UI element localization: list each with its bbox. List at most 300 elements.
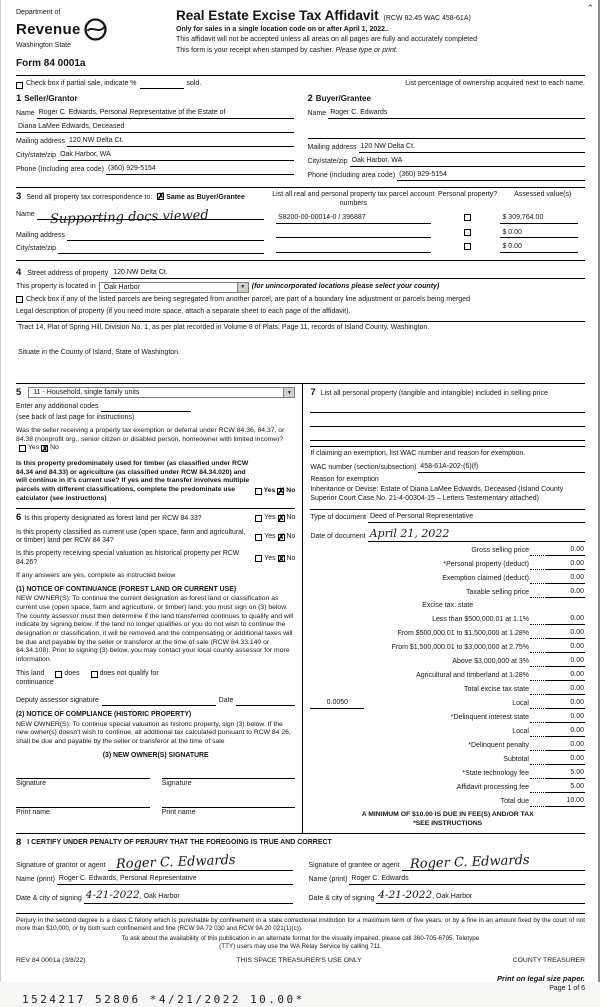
grantor-sig-row xyxy=(16,852,293,872)
buyer-heading xyxy=(308,93,586,105)
dot-leader xyxy=(530,785,544,793)
assessed-value-input[interactable]: $ 309,764.00 xyxy=(500,214,578,224)
same-as-buyer-checkbox[interactable] xyxy=(157,193,164,200)
new-owner-print2 xyxy=(162,799,296,818)
tax-line xyxy=(310,613,585,625)
yes-label: Yes xyxy=(263,486,276,494)
tax-line-value[interactable]: 0.00 xyxy=(545,671,585,681)
tax-line-value[interactable]: 0.00 xyxy=(545,657,585,667)
parcel-col-header: List all real and personal property tax parcel account numbers xyxy=(272,190,435,207)
new-owner-signature-input[interactable] xyxy=(162,770,296,779)
deputy-date-input[interactable] xyxy=(236,697,295,706)
send-to-label: Send all property tax correspondence to: xyxy=(26,193,153,201)
grantor-name-row xyxy=(16,875,293,885)
buyer-phone-row xyxy=(308,171,586,181)
street-address-row xyxy=(16,267,585,279)
page-number: Page 1 of 6 xyxy=(549,985,585,993)
correspondence-column xyxy=(16,191,272,254)
use-and-tax-section xyxy=(16,383,585,833)
legal-paper-note: Print on legal size paper. xyxy=(497,973,585,983)
does-checkbox[interactable] xyxy=(55,671,62,678)
agency-state-line: Washington State xyxy=(16,41,71,49)
dot-leader xyxy=(530,548,544,556)
yes-label: Yes xyxy=(28,444,40,452)
currentuse-yesno xyxy=(255,533,295,542)
signature-label: Signature xyxy=(16,780,46,788)
if-yes-note: If any answers are yes, complete as instructed below xyxy=(16,571,176,579)
personal-property-checkbox[interactable] xyxy=(464,214,471,221)
grantee-city-text: , Oak Harbor xyxy=(432,893,473,901)
tax-line-value[interactable]: 0.00 xyxy=(545,574,585,584)
tax-line-value[interactable]: 0.00 xyxy=(545,699,585,709)
buyer-city-label: City/state/zip xyxy=(307,157,348,165)
grantee-date-text: 4-21-2022 xyxy=(378,889,433,902)
deputy-row xyxy=(16,697,295,706)
personal-property-line-input[interactable] xyxy=(310,431,585,441)
dot-leader xyxy=(530,701,544,709)
location-select[interactable] xyxy=(99,282,249,293)
perjury-notice: Perjury in the second degree is a class C felony which is punishable by confinement in a state correctional institution for a maximum term of five years, or by a fine in an amount fixed by the court of not more than $10,000, or by both such confinement and fine (RCW 9A 72 030 and RCW 9A 20 021(1)(c)). xyxy=(16,916,585,932)
yes-label: Yes xyxy=(264,532,276,540)
segregated-row xyxy=(16,296,585,305)
dot-leader xyxy=(530,743,544,751)
print-name-label: Print name xyxy=(16,809,50,817)
partial-sold-label: sold. xyxy=(186,79,202,87)
tax-line-label: Subtotal xyxy=(503,755,529,763)
signature-label: Signature xyxy=(161,780,192,788)
assessed-value-input[interactable]: $ 0.00 xyxy=(500,229,578,239)
ownership-note: List percentage of ownership acquired next to each name. xyxy=(405,79,585,87)
no-label: No xyxy=(286,514,296,521)
new-owner-printname-input[interactable] xyxy=(162,799,296,808)
tax-line-value[interactable]: 0.00 xyxy=(545,643,585,653)
continuance-heading: (1) NOTICE OF CONTINUANCE (FOREST LAND OR CURRENT USE) xyxy=(16,585,237,593)
new-owner-signatures xyxy=(16,770,295,789)
grantor-date-input[interactable] xyxy=(84,889,293,903)
corr-city-row xyxy=(16,245,264,254)
reason-text: Inheritance or Devise: Estate of Diana LaMee Edwards, Deceased (Island County Superior Court Case No. 21-4-00304-15 – Letters Testementary attached) xyxy=(310,485,564,502)
seller-name-input2[interactable]: Diana LaMee Edwards, Deceased xyxy=(16,123,294,133)
buyer-mail-row xyxy=(308,143,586,153)
seller-name-row2 xyxy=(16,123,294,133)
forest-yes-checkbox[interactable] xyxy=(255,515,262,522)
grantor-signature-block xyxy=(16,852,293,903)
legal-description-label-row xyxy=(16,308,585,317)
parcel-number-input[interactable]: S8200-00-00014-0 / 396887 xyxy=(276,214,431,224)
historic-question-row xyxy=(16,550,295,568)
tax-line xyxy=(310,544,585,556)
wac-input[interactable]: 458-61A-202-(6)(f) xyxy=(418,463,585,473)
subtitle-line1: Only for sales in a single location code on or after April 1, 2022.. xyxy=(176,25,389,33)
new-owner-heading: (3) NEW OWNER(S) SIGNATURE xyxy=(102,751,209,759)
continuance-paragraph: NEW OWNER(S): To continue the current designation as forest land or classification as current use (open space, farm and agriculture, or timber) land, you must sign on (3) below. The county assessor must then determine if the land transferred continues to qualify and will indicate by signing below. If the land no longer qualifies or you do not wish to continue the designation or classification, it will be removed and the compensating or additional taxes will be due and payable by the seller or transferor at the time of sale (RCW 84.33.140 or 84.34.108). Prior to signing (3) below, you may contact your local county assessor for more information. xyxy=(16,595,294,664)
buyer-phone-label: Phone (including area code) xyxy=(307,171,396,179)
seller-city-row xyxy=(16,151,294,161)
doc-type-input[interactable]: Deed of Personal Representative xyxy=(368,513,585,523)
timber-no-checkbox[interactable] xyxy=(277,488,284,495)
tax-line xyxy=(310,627,585,639)
does-not-label: does not qualify for xyxy=(99,669,159,677)
tax-line-value[interactable]: 0.00 xyxy=(545,741,585,751)
see-instructions-note: *SEE INSTRUCTIONS xyxy=(413,820,483,828)
does-not-checkbox[interactable] xyxy=(91,671,98,678)
tax-line-label: Less than $500,000.01 at 1.1% xyxy=(432,615,529,623)
segregated-checkbox[interactable] xyxy=(16,296,23,303)
certify-heading xyxy=(16,837,585,849)
property-location-section xyxy=(16,260,585,383)
seller-phone-label: Phone (Including area code) xyxy=(16,165,104,173)
seller-title: Seller/Grantor xyxy=(24,93,78,103)
buyer-mail-input[interactable]: 120 NW Delta Ct. xyxy=(359,143,585,153)
tax-line-value[interactable]: 0.00 xyxy=(545,560,585,570)
certify-text: I CERTIFY UNDER PENALTY OF PERJURY THAT THE FOREGOING IS TRUE AND CORRECT xyxy=(27,838,332,846)
legal-description-box[interactable] xyxy=(16,321,585,383)
dot-leader xyxy=(530,799,544,807)
historic-yesno xyxy=(255,555,295,564)
partial-sale-row xyxy=(16,80,585,89)
seller-phone-input[interactable]: (360) 929-5154 xyxy=(106,165,294,175)
signature-columns xyxy=(16,852,585,903)
seller-city-input[interactable]: Oak Harbor, WA xyxy=(58,151,293,161)
compliance-heading: (2) NOTICE OF COMPLIANCE (HISTORIC PROPERTY) xyxy=(16,710,192,718)
seller-column xyxy=(16,93,294,181)
tax-line-label: Gross selling price xyxy=(471,546,529,554)
land-use-code-value: 11 - Household, single family units xyxy=(33,389,140,397)
excise-tax-table xyxy=(310,544,585,807)
historic-no-checkbox[interactable] xyxy=(278,555,285,562)
land-use-code-select[interactable] xyxy=(28,387,295,398)
form-number: Form 84 0001a xyxy=(16,57,86,69)
corr-mail-label: Mailing address xyxy=(16,231,66,239)
currentuse-question-row xyxy=(16,529,295,547)
seller-name-row xyxy=(16,109,294,119)
location-select-value: Oak Harbor xyxy=(103,283,140,291)
grantee-signature-block xyxy=(309,852,586,903)
grantee-name-input[interactable]: Roger C. Edwards xyxy=(349,875,585,885)
tax-line-value[interactable]: 0.00 xyxy=(545,727,585,737)
buyer-column xyxy=(308,93,586,181)
does-label: does xyxy=(64,669,80,677)
accessibility-notice xyxy=(16,935,585,951)
local-rate-input[interactable]: 0.0050 xyxy=(310,699,364,709)
seller-name-label: Name xyxy=(16,109,35,117)
dot-leader xyxy=(530,576,544,584)
tax-line xyxy=(310,711,585,723)
tax-line-local xyxy=(310,697,585,709)
personal-property-checkbox[interactable] xyxy=(464,243,471,250)
dot-leader xyxy=(530,631,544,639)
wac-label: WAC number (section/subsection) xyxy=(310,464,417,471)
parcel-row xyxy=(272,243,585,253)
subtitle-line3-text: This form is your receipt when stamped by cashier. xyxy=(176,46,336,54)
buyer-phone-input[interactable]: (360) 929-5154 xyxy=(397,171,585,181)
new-owner-signature-input[interactable] xyxy=(16,770,150,779)
tax-line-label: Exemption claimed (deduct) xyxy=(442,574,529,582)
tax-line xyxy=(310,781,585,793)
accessibility-line2: (TTY) users may use the WA Relay Service by calling 711. xyxy=(219,942,382,950)
grantor-date-label: Date & city of signing xyxy=(16,894,82,902)
section-number: 3 xyxy=(16,190,22,202)
corr-city-label: City/state/zip xyxy=(16,244,57,252)
buyer-city-input[interactable]: Oak Harbor, WA xyxy=(350,157,585,167)
section-number: 6 xyxy=(16,512,22,524)
seller-heading xyxy=(16,93,294,105)
seller-phone-row xyxy=(16,165,294,175)
date-label: Date xyxy=(218,696,234,704)
section-number: 1 xyxy=(16,92,22,104)
tax-line-value[interactable]: 0.00 xyxy=(545,755,585,765)
personal-property-col-header: Personal property? xyxy=(438,190,498,198)
dot-leader xyxy=(530,771,544,779)
continuance-label: continuance xyxy=(16,678,54,686)
buyer-name-input2[interactable] xyxy=(308,130,586,139)
buyer-city-row xyxy=(308,157,586,167)
title-block xyxy=(176,5,585,71)
tax-line-value[interactable]: 0.00 xyxy=(545,685,585,695)
parcel-row xyxy=(272,229,585,239)
street-address-input[interactable]: 120 NW Delta Ct. xyxy=(111,269,585,279)
tax-line-value[interactable]: 0.00 xyxy=(545,713,585,723)
compliance-paragraph: NEW OWNER(S): To continue special valuation as historic property, sign (3) below. If the new owner(s) doesn't wish to continue, all additional tax calculated pursuant to RCW 84 26, shall be due and payable by the seller or transferor at the time of sale xyxy=(16,720,291,745)
exemption-intro: If claiming an exemption, list WAC number and reason for exemption. xyxy=(310,450,526,458)
tax-line xyxy=(310,753,585,765)
parcel-number-input[interactable] xyxy=(276,244,431,253)
forest-yesno xyxy=(255,514,295,523)
deputy-signature-input[interactable] xyxy=(102,697,216,706)
forest-no-checkbox[interactable] xyxy=(278,515,285,522)
personal-property-line-input[interactable] xyxy=(310,417,585,427)
deferral-question xyxy=(16,427,295,456)
tax-line-label: Affidavit processing fee xyxy=(456,783,529,791)
tax-line-label: *State technology fee xyxy=(462,769,529,777)
historic-yes-checkbox[interactable] xyxy=(255,555,262,562)
corr-city-input[interactable] xyxy=(58,245,264,254)
tax-line-value[interactable]: 0.00 xyxy=(545,615,585,625)
currentuse-no-checkbox[interactable] xyxy=(278,534,285,541)
chevron-down-icon[interactable]: ▼ xyxy=(237,283,248,292)
dot-leader xyxy=(530,590,544,598)
buyer-name-label: Name xyxy=(307,109,327,117)
dot-leader xyxy=(530,617,544,625)
accessibility-line1: To ask about the availability of this publication in an alternate format for the visually impaired, please call 360-705-6705. Teletype xyxy=(121,934,480,942)
no-label: No xyxy=(286,532,296,540)
new-owner-printnames xyxy=(16,799,295,818)
doc-type-label: Type of document xyxy=(310,513,366,521)
forest-question xyxy=(16,512,252,524)
legal-description-text: Tract 14, Plat of Spring Hill, Division No. 1, as per plat recorded in Volume 8 of Plats, Page 11, records of Island County, Washington. xyxy=(18,323,430,331)
forest-question-row xyxy=(16,512,295,524)
tax-line-label: Agricultural and timberland at 1.28% xyxy=(416,671,529,679)
timber-yes-checkbox[interactable] xyxy=(255,488,262,495)
deferral-no-checkbox[interactable] xyxy=(41,445,48,452)
section-number: 5 xyxy=(16,386,22,398)
dot-leader xyxy=(530,562,544,570)
section-number: 8 xyxy=(16,837,22,849)
tax-line-label: *Delinquent penalty xyxy=(468,741,529,749)
personal-property-checkbox[interactable] xyxy=(464,229,471,236)
personal-property-heading xyxy=(310,387,585,399)
deferral-yesno xyxy=(19,444,59,453)
grantee-sig-row xyxy=(308,852,586,872)
section-number: 7 xyxy=(310,386,316,398)
seller-city-label: City/state/zip xyxy=(16,151,57,159)
legal-description-label: Legal description of property (if you need more space, attach a separate sheet to each page of the affidavit). xyxy=(16,307,351,315)
subtitle-line2: This affidavit will not be accepted unless all areas on all pages are fully and accurately completed xyxy=(176,36,478,44)
tax-line-label: Above $3,000,000 at 3% xyxy=(452,657,529,665)
tax-line xyxy=(310,572,585,584)
form-header xyxy=(16,5,585,76)
dot-leader xyxy=(530,673,544,681)
this-land-label: This land xyxy=(16,669,45,677)
grantor-sig-label: Signature of grantor or agent xyxy=(16,862,106,870)
document-block xyxy=(310,509,585,542)
send-to-row xyxy=(16,191,264,203)
tax-line xyxy=(310,655,585,667)
grantee-signature-input[interactable] xyxy=(402,852,585,872)
no-label: No xyxy=(286,486,296,494)
grantee-name-row xyxy=(309,875,586,885)
forest-question-text: Is this property designated as forest land per RCW 84 33? xyxy=(24,515,202,523)
new-owner-sig1 xyxy=(16,770,150,789)
tax-line xyxy=(310,558,585,570)
personal-property-intro: List all personal property (tangible and intangible) included in selling price xyxy=(320,389,548,397)
new-owner-print1 xyxy=(16,799,150,818)
certification-section xyxy=(16,833,585,908)
tax-line xyxy=(310,739,585,751)
parties-section xyxy=(16,93,585,187)
scroll-up-icon[interactable]: ⌃ xyxy=(586,3,594,13)
form-title: Real Estate Excise Tax Affidavit xyxy=(176,8,379,23)
see-back-note: (see back of last page for instructions) xyxy=(16,414,135,422)
same-as-buyer-label: Same as Buyer/Grantee xyxy=(166,193,245,201)
grantee-name-label: Name (print) xyxy=(308,876,348,884)
grantee-sig-label: Signature of grantee or agent xyxy=(308,862,400,870)
parcel-table-header xyxy=(272,191,585,209)
additional-codes-input[interactable] xyxy=(101,403,191,412)
tax-correspondence-section xyxy=(16,187,585,260)
chevron-down-icon[interactable]: ▼ xyxy=(283,388,294,397)
land-use-row xyxy=(16,387,295,399)
new-owner-sig2 xyxy=(162,770,296,789)
partial-sale-checkbox[interactable] xyxy=(16,82,23,89)
tax-line-value[interactable]: 0.00 xyxy=(545,546,585,556)
form-title-rcw: (RCW 82.45 WAC 458-61A) xyxy=(383,15,471,22)
corr-name-label: Name xyxy=(16,210,35,218)
section-number: 2 xyxy=(307,92,313,104)
assessed-value-input[interactable]: $ 0.00 xyxy=(500,243,578,253)
tax-line-label: Taxable selling price xyxy=(465,588,529,596)
buyer-mail-label: Mailing address xyxy=(307,143,357,151)
dot-leader xyxy=(530,645,544,653)
section-number: 4 xyxy=(16,266,22,278)
form-footer xyxy=(16,913,585,1006)
minimum-due-note: A MINIMUM OF $10.00 IS DUE IN FEE(S) AND/OR TAX xyxy=(361,810,534,818)
tax-line-label: Local xyxy=(512,699,529,707)
currentuse-yes-checkbox[interactable] xyxy=(255,534,262,541)
seller-name-input[interactable]: Roger C. Edwards, Personal Representative of the Estate of xyxy=(37,109,294,119)
parcel-number-input[interactable] xyxy=(276,229,431,238)
footer-row xyxy=(16,957,585,966)
grantee-date-label: Date & city of signing xyxy=(308,894,375,902)
does-option xyxy=(55,670,79,679)
partial-sale-label: Check box if partial sale, indicate % xyxy=(26,79,137,87)
agency-wordmark: Revenue xyxy=(16,20,81,38)
timber-yesno xyxy=(255,487,296,496)
deferral-yes-checkbox[interactable] xyxy=(19,445,26,452)
currentuse-question-text: Is this property classified as current use (open space, farm and agricultural, or timber) land per RCW 84 34? xyxy=(16,528,246,545)
doc-date-row xyxy=(310,527,585,542)
seller-mail-input[interactable]: 120 NW Delta Ct. xyxy=(67,137,293,147)
grantor-signature-input[interactable] xyxy=(108,852,293,872)
corr-mail-input[interactable] xyxy=(67,232,264,241)
grantor-city-text: , Oak Harbor xyxy=(139,893,180,901)
deputy-label: Deputy assessor signature xyxy=(16,696,99,704)
tax-line-value[interactable]: 10.00 xyxy=(545,797,585,807)
tax-line-value[interactable]: 0.00 xyxy=(545,629,585,639)
grantee-date-row xyxy=(309,889,586,903)
grantor-date-text: 4-21-2022 xyxy=(85,889,140,902)
deferral-question-text: Was the seller receiving a property tax exemption or deferral under RCW 84.36, 84.37, or 84.38 (nonprofit org., senior citizen or disabled person, homeowner with limited income)? xyxy=(16,427,285,443)
tax-line-label: Total excise tax state xyxy=(464,685,529,693)
right-column xyxy=(303,384,585,833)
no-label: No xyxy=(50,444,59,452)
dot-leader xyxy=(530,687,544,695)
tax-line xyxy=(310,641,585,653)
buyer-name-input[interactable]: Roger C. Edwards xyxy=(328,109,585,119)
land-qualify-row xyxy=(16,670,295,679)
buyer-title: Buyer/Grantee xyxy=(315,93,371,103)
historic-question-text: Is this property receiving special valuation as historical property per RCW 84.26? xyxy=(16,550,240,566)
located-in-row xyxy=(16,282,585,293)
tax-line xyxy=(310,586,585,598)
grantee-date-input[interactable] xyxy=(376,889,585,903)
additional-codes-label: Enter any additional codes xyxy=(16,403,99,411)
personal-property-line-input[interactable] xyxy=(310,403,585,413)
tax-line-value[interactable]: 0.00 xyxy=(545,588,585,598)
new-owner-printname-input[interactable] xyxy=(16,799,150,808)
dot-leader xyxy=(530,757,544,765)
grantor-name-input[interactable]: Roger C. Edwards, Personal Representative xyxy=(57,875,293,885)
additional-codes-row xyxy=(16,403,295,412)
rev-number: REV 84 0001a (3/8/22) xyxy=(16,956,86,964)
doc-date-input[interactable]: April 21, 2022 xyxy=(368,527,585,542)
segregated-label: Check box if any of the listed parcels are being segregated from another parcel, are part of a boundary line adjustment or parcels being merged xyxy=(26,295,470,303)
corr-mail-row xyxy=(16,232,264,241)
tax-line-value[interactable]: 5.00 xyxy=(545,783,585,793)
timber-question xyxy=(16,460,295,503)
located-in-label: This property is located in xyxy=(16,283,96,290)
unincorporated-note: (for unincorporated locations please select your county) xyxy=(251,283,440,290)
tax-line xyxy=(310,683,585,695)
assessed-value-col-header: Assessed value(s) xyxy=(514,190,572,198)
dor-logo-icon xyxy=(84,18,107,41)
tax-line xyxy=(310,725,585,737)
seller-mail-row xyxy=(16,137,294,147)
seller-mail-label: Mailing address xyxy=(16,137,66,145)
tax-line xyxy=(310,795,585,807)
legal-description-text2: Situate in the County of Island, State of Washington. xyxy=(18,348,181,356)
partial-percent-input[interactable] xyxy=(140,80,184,89)
buyer-name-row2 xyxy=(308,130,586,139)
reason-label: Reason for exemption xyxy=(310,475,379,483)
tax-line-value[interactable]: 5.00 xyxy=(545,769,585,779)
county-treasurer-label: COUNTY TREASURER xyxy=(512,956,585,964)
doc-date-label: Date of document xyxy=(310,532,366,540)
subtitle-line3 xyxy=(176,47,585,56)
no-label: No xyxy=(286,554,296,562)
yes-label: Yes xyxy=(264,554,276,562)
tax-line xyxy=(310,669,585,681)
